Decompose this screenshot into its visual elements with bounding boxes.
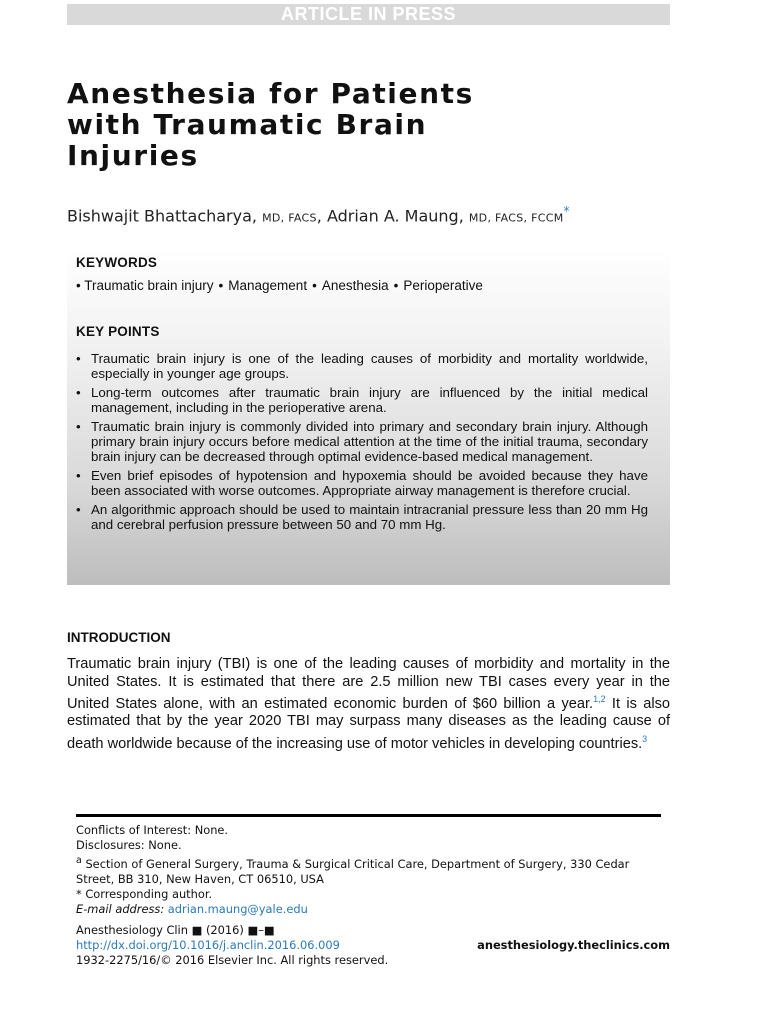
author-1-name: Bishwajit Bhattacharya,: [67, 206, 257, 226]
article-title: Anesthesia for Patients with Traumatic Brain Injuries: [67, 77, 474, 172]
keyword-item: Perioperative: [403, 278, 483, 293]
affiliation-note: $^a$ Section of General Surgery, Trauma & Surgical Critical Care, Department of Surgery, 330 Cedar Street, BB 310, New Haven, CT 06510, USA: [76, 855, 630, 886]
key-point-item: • Long-term outcomes after traumatic brain injury are influenced by the initial medical management, including in the perioperative arena.: [76, 385, 648, 415]
corresponding-note: * Corresponding author.: [76, 886, 213, 901]
article-in-press-banner: ARTICLE IN PRESS: [67, 4, 670, 25]
doi-link[interactable]: http://dx.doi.org/10.1016/j.anclin.2016.06.009: [76, 938, 340, 952]
keyword-item: Management: [228, 278, 308, 293]
keywords-list: • Traumatic brain injury • Management • Anesthesia • Perioperative: [76, 278, 483, 293]
key-point-item: • Traumatic brain injury is commonly divided into primary and secondary brain injury. Although primary brain injury occurs before medical attention at the time of the initial trauma, secondary brain injury can be decreased through optimal evidence-based medical management.: [76, 419, 648, 464]
disclosures-note: Disclosures: None.: [76, 838, 182, 852]
keyword-item: Traumatic brain injury: [84, 278, 214, 293]
keywords-heading: KEYWORDS: [76, 255, 158, 270]
journal-citation: Anesthesiology Clin ■ (2016) ■–■: [76, 923, 275, 937]
key-points-heading: KEY POINTS: [76, 324, 160, 339]
keywords-keypoints-box: [67, 248, 670, 585]
bullet-icon: •: [76, 502, 81, 517]
bullet-icon: •: [76, 468, 81, 483]
copyright-line: 1932-2275/16/© 2016 Elsevier Inc. All rights reserved.: [76, 953, 389, 967]
reference-link[interactable]: 3: [642, 733, 648, 744]
corresponding-author-link[interactable]: *: [563, 204, 570, 218]
footnote-divider: [76, 814, 661, 817]
journal-website[interactable]: anesthesiology.theclinics.com: [477, 938, 670, 952]
reference-link[interactable]: 1,2: [593, 694, 606, 704]
bullet-icon: •: [76, 351, 81, 366]
author-2-name: Adrian A. Maung,: [326, 206, 464, 226]
key-point-item: • An algorithmic approach should be used to maintain intracranial pressure less than 20 mm Hg and cerebral perfusion pressure between 50 and 70 mm Hg.: [76, 502, 648, 532]
conflicts-note: Conflicts of Interest: None.: [76, 823, 229, 837]
key-points-list: [76, 351, 648, 536]
bullet-icon: •: [76, 385, 81, 400]
introduction-paragraph: Traumatic brain injury (TBI) is one of the leading causes of morbidity and mortality in the United States. It is estimated that there are 2.5 million new TBI cases every year in the United States alone, with an estimated economic burden of $60 billion a year.$^{1,2}$ It is also estimated that by the year 2020 TBI may surpass many diseases as the leading cause of death worldwide because of the increasing use of motor vehicles in developing countries.$^3$: [67, 656, 670, 752]
journal-info: [76, 923, 670, 968]
author-1-credentials: MD, FACS: [262, 211, 317, 225]
key-point-item: • Even brief episodes of hypotension and hypoxemia should be avoided because they have been associated with worse outcomes. Appropriate airway management is therefore crucial.: [76, 468, 648, 498]
bullet-icon: •: [76, 419, 81, 434]
footnotes: [76, 823, 670, 917]
introduction-heading: INTRODUCTION: [67, 630, 171, 645]
author-2-credentials: MD, FACS, FCCM: [468, 211, 564, 225]
email-note: E-mail address: adrian.maung@yale.edu: [76, 901, 308, 916]
keyword-item: Anesthesia: [321, 278, 389, 293]
key-point-item: • Traumatic brain injury is one of the leading causes of morbidity and mortality worldwide, especially in younger age groups.: [76, 351, 648, 381]
author-line: Bishwajit Bhattacharya, MD, FACS, Adrian A. Maung, MD, FACS, FCCM*: [67, 204, 570, 226]
email-link[interactable]: adrian.maung@yale.edu: [167, 901, 308, 916]
